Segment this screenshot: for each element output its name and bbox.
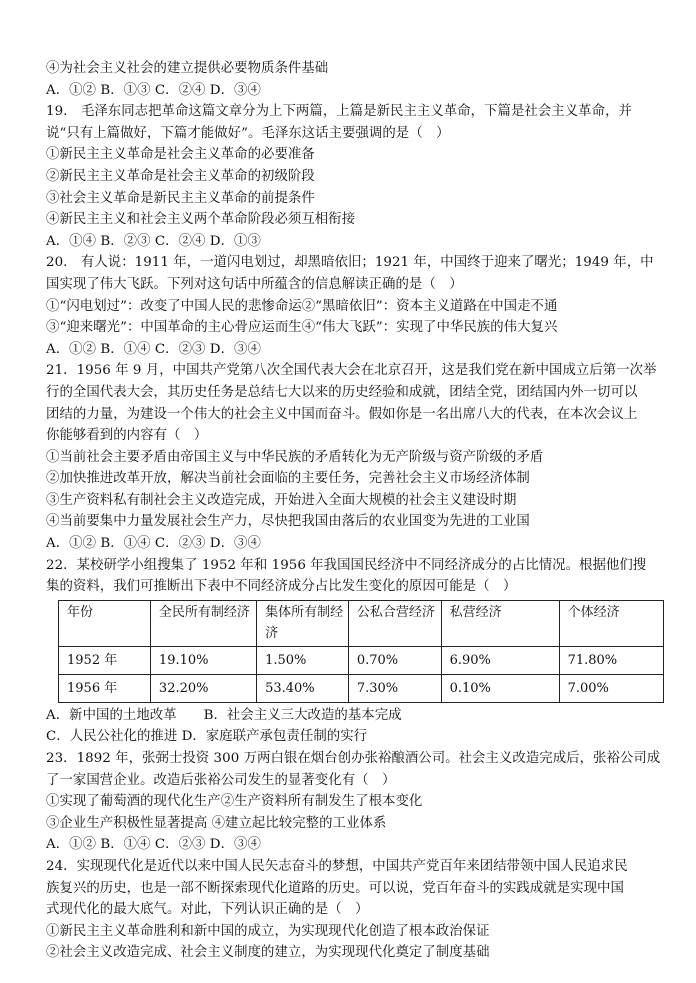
text-line: ②新民主主义革命是社会主义革命的初级阶段 (46, 168, 315, 184)
table-cell: 6.90% (441, 646, 559, 674)
text-line: 21．1956 年 9 月，中国共产党第八次全国代表大会在北京召开，这是我们党在新中国成立后第一次举 (46, 363, 657, 379)
text-line: ④为社会主义社会的建立提供必要物质条件基础 (46, 61, 329, 76)
question-block-top (46, 58, 656, 598)
economy-share-table (58, 600, 664, 703)
text-line: 集的资料，我们可推断出下表中不同经济成分占比发生变化的原因可能是（ ） (46, 579, 517, 595)
text-line: ③企业生产积极性显著提高 ④建立起比较完整的工业体系 (46, 815, 387, 831)
text-line: A．①② B．①④ C．②③ D．③④ (46, 341, 261, 357)
text-line: 行的全国代表大会，其历史任务是总结七大以来的历史经验和成就，团结全党，团结国内外一切可以 (46, 384, 638, 400)
table-cell: 1952 年 (59, 646, 151, 674)
table-header-cell: 集体所有制经济 (257, 600, 349, 646)
table-cell: 53.40% (257, 674, 349, 702)
text-line: ③社会主义革命是新民主主义革命的前提条件 (46, 190, 315, 206)
text-line: ②加快推进改革开放，解决当前社会面临的主要任务，完善社会主义市场经济体制 (46, 471, 530, 487)
table-header-cell: 个体经济 (559, 600, 663, 646)
text-line: 你能够看到的内容有（ ） (46, 428, 208, 444)
table-header-cell: 年份 (59, 600, 151, 646)
table-cell: 7.30% (348, 674, 441, 702)
table-cell: 32.20% (150, 674, 256, 702)
question-block-bottom (46, 705, 661, 964)
text-line: ③生产资料私有制社会主义改造完成，开始进入全面大规模的社会主义建设时期 (46, 492, 517, 508)
table-header-row (59, 600, 664, 646)
table-cell: 7.00% (559, 674, 663, 702)
text-line: A．新中国的土地改革 B．社会主义三大改造的基本完成 (46, 707, 402, 723)
text-line: 族复兴的历史，也是一部不断探索现代化道路的历史。可以说，党百年奋斗的实践成就是实现中国 (46, 880, 624, 896)
table-cell: 19.10% (150, 646, 256, 674)
text-line: 20. 有人说：1911 年，一道闪电划过，却黑暗依旧；1921 年，中国终于迎来了曙光；1949 年，中 (46, 255, 654, 271)
text-line: A．①② B．①④ C．②③ D．③④ (46, 837, 261, 853)
table-header-cell: 公私合营经济 (348, 600, 441, 646)
text-line: ①“闪电划过”：改变了中国人民的悲惨命运②“黑暗依旧”：资本主义道路在中国走不通 (46, 298, 558, 314)
text-line: ①当前社会主要矛盾由帝国主义与中华民族的矛盾转化为无产阶级与资产阶级的矛盾 (46, 449, 544, 465)
text-line: ④当前要集中力量发展社会生产力，尽快把我国由落后的农业国变为先进的工业国 (46, 514, 530, 530)
text-line: 23．1892 年，张弼士投资 300 万两白银在烟台创办张裕酿酒公司。社会主义改造完成后，张裕公司成 (46, 751, 661, 767)
text-line: ①实现了葡萄酒的现代化生产②生产资料所有制发生了根本变化 (46, 794, 423, 810)
text-line: 式现代化的最大底气。对此，下列认识正确的是（ ） (46, 902, 369, 918)
text-line: A．①② B．①③ C．②④ D．③④ (46, 82, 261, 98)
table-cell: 0.10% (441, 674, 559, 702)
table-cell: 1.50% (257, 646, 349, 674)
table-cell: 1956 年 (59, 674, 151, 702)
table-header-cell: 私营经济 (441, 600, 559, 646)
table-cell: 0.70% (348, 646, 441, 674)
text-line: ①新民主主义革命胜利和新中国的成立，为实现现代化创造了根本政治保证 (46, 923, 490, 939)
text-line: 24．实现现代化是近代以来中国人民矢志奋斗的梦想，中国共产党百年来团结带领中国人民追求民 (46, 859, 628, 874)
text-line: ④新民主主义和社会主义两个革命阶段必须互相衔接 (46, 212, 356, 228)
table-row (59, 674, 664, 702)
text-line: ③“迎来曙光”：中国革命的主心骨应运而生④“伟大飞跃”：实现了中华民族的伟大复兴 (46, 320, 558, 336)
text-line: A．①② B．①④ C．②③ D．③④ (46, 536, 261, 552)
text-line: 国实现了伟大飞跃。下列对这句话中所蕴含的信息解读正确的是（ ） (46, 276, 463, 292)
text-line: 团结的力量，为建设一个伟大的社会主义中国而奋斗。假如你是一名出席八大的代表，在本次会议上 (46, 406, 638, 422)
table-cell: 71.80% (559, 646, 663, 674)
text-line: 19. 毛泽东同志把革命这篇文章分为上下两篇，上篇是新民主主义革命，下篇是社会主义革命，并 (46, 104, 632, 120)
text-line: ①新民主主义革命是社会主义革命的必要准备 (46, 147, 315, 163)
text-line: ②社会主义改造完成、社会主义制度的建立，为实现现代化奠定了制度基础 (46, 945, 490, 961)
text-line: 了一家国营企业。改造后张裕公司发生的显著变化有（ ） (46, 772, 396, 788)
table-header-cell: 全民所有制经济 (150, 600, 256, 646)
text-line: 说“只有上篇做好，下篇才能做好”。毛泽东这话主要强调的是（ ） (46, 125, 450, 141)
text-line: C．人民公社化的推进 D．家庭联产承包责任制的实行 (46, 729, 368, 745)
table-row (59, 646, 664, 674)
text-line: 22．某校研学小组搜集了 1952 年和 1956 年我国国民经济中不同经济成分的占比情况。根据他们搜 (46, 557, 647, 573)
exam-page (46, 58, 661, 964)
text-line: A．①④ B．②③ C．②④ D．①③ (46, 233, 261, 249)
